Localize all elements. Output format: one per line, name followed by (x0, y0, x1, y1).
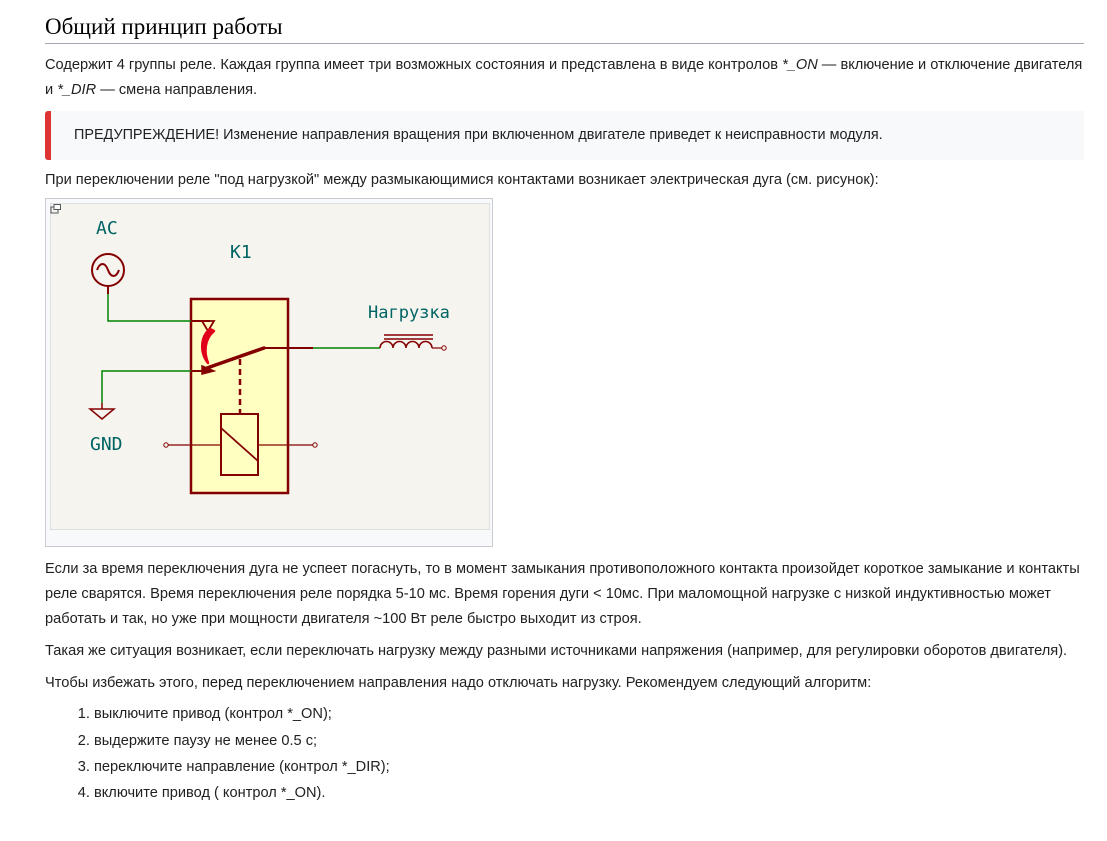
intro-text-2: — включение и отключение двигателя и (45, 56, 1083, 98)
article-content (45, 0, 1084, 807)
relay-diagram (50, 203, 490, 530)
relay-diagram-figure[interactable] (45, 198, 493, 547)
algorithm-steps-list (45, 702, 1084, 805)
dir-control-code: *_DIR (57, 81, 97, 98)
ac-label: AC (96, 217, 118, 239)
list-item: 3. переключите направление (контрол *_DIR); (94, 755, 1084, 780)
list-item: 2. выдержите паузу не менее 0.5 с; (94, 729, 1084, 754)
gnd-label: GND (90, 433, 123, 455)
warning-text: ПРЕДУПРЕЖДЕНИЕ! Изменение направления вращения при включенном двигателе приведет к неисправности модуля. (74, 127, 883, 144)
on-control-code: *_ON (782, 56, 818, 73)
intro-paragraph (45, 53, 1084, 103)
intro-text-3: — смена направления. (96, 81, 258, 98)
arc-intro-paragraph: При переключении реле "под нагрузкой" между размыкающимися контактами возникает электрическая дуга (см. рисунок): (45, 171, 879, 188)
arc-explanation-paragraph: Если за время переключения дуга не успеет погаснуть, то в момент замыкания противоположного контакта произойдет короткое замыкание и контакты реле сварятся. Время переключения реле порядка 5-10 мс. Время горения дуги < 10мс. При маломощной нагрузке с низкой индуктивностью может работать и так, но уже при мощности двигателя ~100 Вт реле быстро выходит из строя. (45, 560, 1080, 628)
warning-box (45, 111, 1084, 160)
list-item: 4. включите привод ( контрол *_ON). (94, 781, 1084, 806)
section-heading: Общий принцип работы (45, 12, 1084, 44)
load-label: Нагрузка (368, 302, 450, 323)
magnify-icon[interactable] (50, 203, 62, 215)
sources-paragraph: Такая же ситуация возникает, если переключать нагрузку между разными источниками напряжения (например, для регулировки оборотов двигателя). (45, 643, 1068, 660)
algorithm-intro-paragraph: Чтобы избежать этого, перед переключением направления надо отключать нагрузку. Рекомендуем следующий алгоритм: (45, 675, 872, 692)
relay-label: K1 (230, 241, 252, 263)
intro-text-1: Содержит 4 группы реле. Каждая группа имеет три возможных состояния и представлена в виде контролов (45, 56, 783, 73)
list-item: 1. выключите привод (контрол *_ON); (94, 702, 1084, 727)
